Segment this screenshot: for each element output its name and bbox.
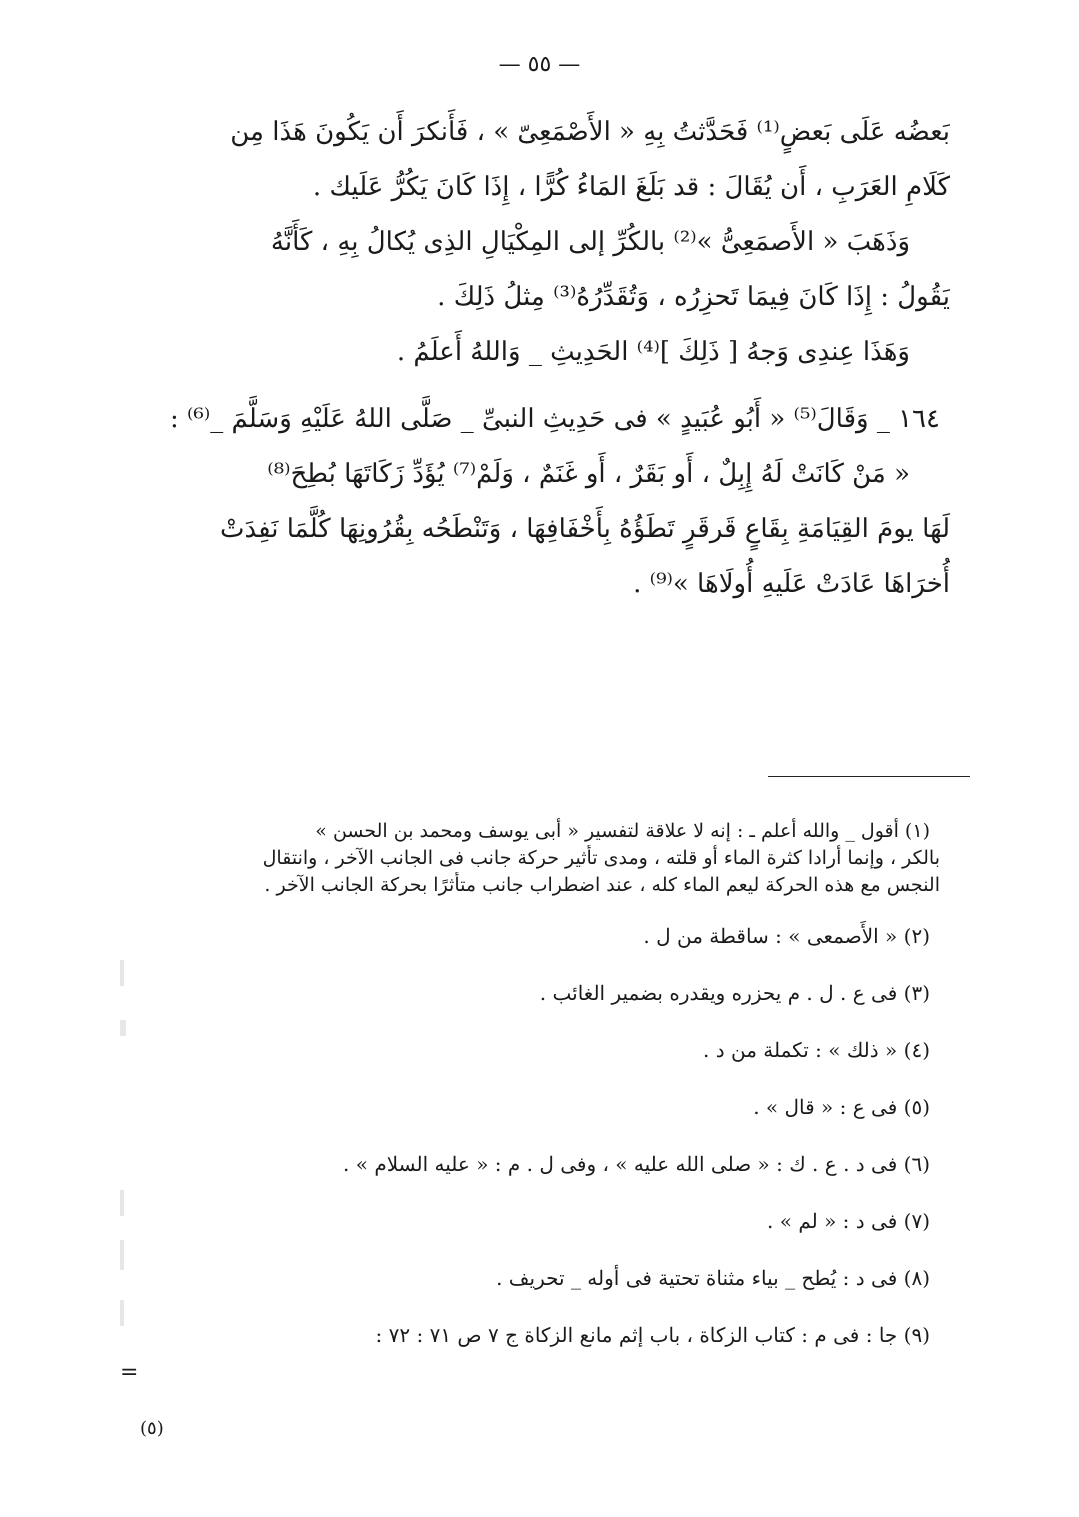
signature-mark: (٥): [140, 1418, 164, 1439]
footnote-1-line-1: (١) أقول _ والله أعلم ـ : إنه لا علاقة لتفسير « أبى يوسف ومحمد بن الحسن »: [315, 820, 930, 842]
scan-artifact: [120, 1240, 124, 1270]
main-line-3: وَذَهَبَ « الأَصمَعِىُّ »⁽²⁾ بالكُرِّ إلى المِكْيَالِ الذِى يُكالُ بِهِ ، كَأَنَّهُ: [270, 227, 910, 257]
footnote-7: (٧) فى د : « لم » .: [767, 1208, 930, 1233]
footnotes: [130, 818, 940, 1363]
main-line-7: « مَنْ كَانَتْ لَهُ إِبِلٌ ، أَو بَقَرٌ ، أَو غَنَمٌ ، وَلَمْ⁽⁷⁾ يُؤَدِّ زَكَاتَهَا بُطِحَ⁽⁸⁾: [267, 459, 910, 489]
footnote-3: (٣) فى ع . ل . م يحزره ويقدره بضمير الغائب .: [539, 980, 930, 1005]
footnote-2: (٢) « الأَصمعى » : ساقطة من ل .: [643, 923, 930, 948]
main-line-5: وَهَذَا عِندِى وَجهُ [ ذَلِكَ ]⁽⁴⁾ الحَدِيثِ _ وَاللهُ أَعلَمُ .: [396, 337, 910, 367]
footnote-9: (٩) جا : فى م : كتاب الزكاة ، باب إثم مانع الزكاة ج ٧ ص ٧١ : ٧٢ :: [375, 1322, 930, 1347]
main-line-4: يَقُولُ : إِذَا كَانَ فِيمَا تَحزِرُه ، وَتُقَدِّرُهُ⁽³⁾ مِثلُ ذَلِكَ .: [437, 282, 950, 312]
footnote-4: (٤) « ذلك » : تكملة من د .: [702, 1037, 930, 1062]
main-line-2: كَلَامِ العَرَبِ ، أَن يُقَالَ : قد بَلَغَ المَاءُ كُرًّا ، إِذَا كَانَ يَكُرُّ عَلَيك .: [312, 172, 950, 202]
main-text: [135, 105, 950, 612]
main-line-1: بَعضُه عَلَى بَعضٍ⁽¹⁾ فَحَدَّثتُ بِهِ « الأَصْمَعِىّ » ، فَأَنكرَ أَن يَكُونَ هَذَا مِن: [230, 117, 950, 147]
footnote-6: (٦) فى د . ع . ك : « صلى الله عليه » ، وفى ل . م : « عليه السلام » .: [343, 1151, 930, 1176]
main-line-6: ١٦٤ _ وَقَالَ⁽⁵⁾ « أَبُو عُبَيدٍ » فى حَدِيثِ النبىِّ _ صَلَّى اللهُ عَلَيْهِ وَسَلَّمَ _⁽⁶⁾ :: [170, 404, 940, 434]
main-line-8: لَهَا يومَ القِيَامَةِ بِقَاعٍ قَرقَرٍ تَطَؤُهُ بِأَخْفَافِهَا ، وَتَنْطَحُه بِقُرُونِهَا كُلَّمَا نَفِدَتْ: [219, 514, 950, 544]
footnote-5: (٥) فى ع : « قال » .: [753, 1094, 930, 1119]
footnote-divider: [768, 776, 970, 777]
main-line-9: أُخرَاهَا عَادَتْ عَلَيهِ أُولَاهَا »⁽⁹⁾ .: [633, 569, 950, 599]
page-number: — ٥٥ —: [498, 52, 581, 77]
scan-artifact: [120, 1020, 126, 1036]
footnote-8: (٨) فى د : يُطح _ بياء مثناة تحتية فى أوله _ تحريف .: [496, 1265, 930, 1290]
scan-artifact: [120, 1300, 124, 1326]
footnote-1-line-3: النجس مع هذه الحركة ليعم الماء كله ، عند اضطراب جانب متأثرًا بحركة الجانب الآخر .: [264, 874, 940, 896]
scan-artifact: [120, 1190, 124, 1216]
continuation-mark: =: [120, 1360, 139, 1385]
scan-artifact: [120, 960, 124, 986]
footnote-1-line-2: بالكر ، وإنما أرادا كثرة الماء أو قلته ، ومدى تأثير حركة جانب فى الجانب الآخر ، وانتقال: [262, 847, 940, 869]
footnote-1: [130, 818, 940, 899]
